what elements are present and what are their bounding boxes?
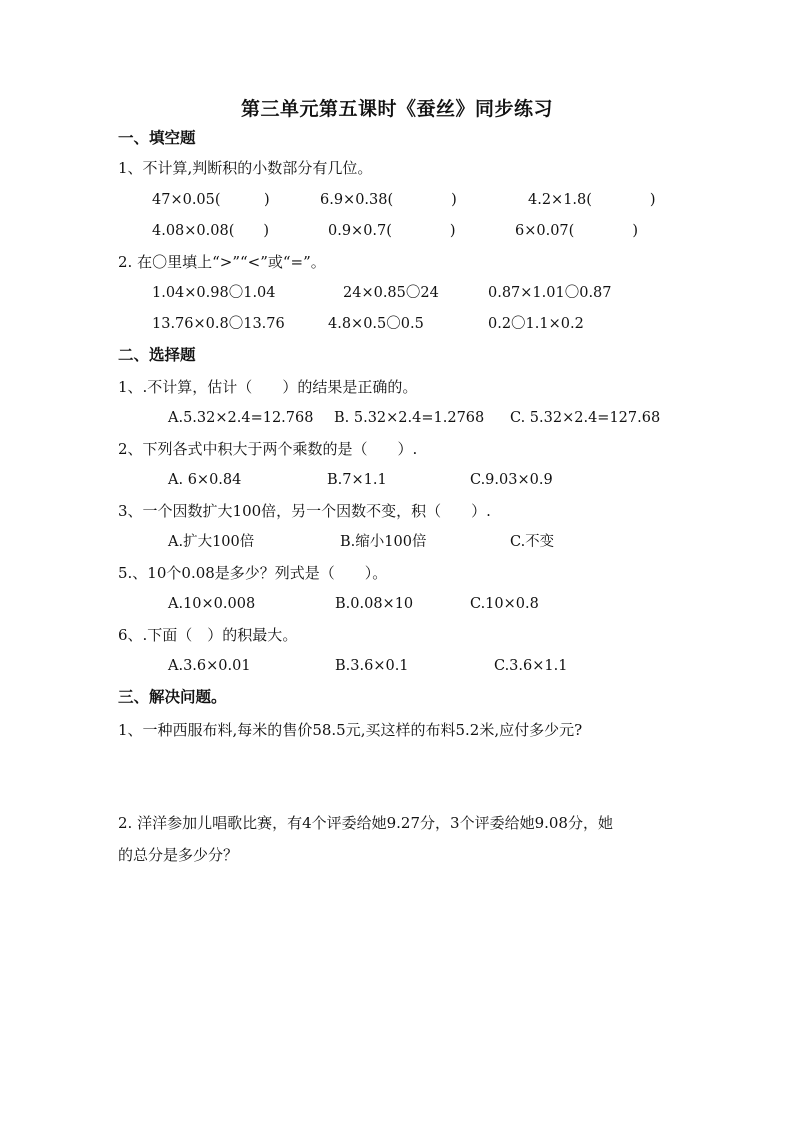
compare-item: 4.8×0.5〇0.5 [328,316,424,332]
choice-option: C.3.6×1.1 [494,658,568,674]
section-heading-problem-solving: 三、解决问题。 [118,687,227,706]
choice-option: C. 5.32×2.4=127.68 [510,410,661,426]
choice-option: A.10×0.008 [168,596,256,612]
question-stem: 2、下列各式中积大于两个乘数的是（ ）. [118,440,418,458]
word-problem-1: 1、一种西服布料,每米的售价58.5元,买这样的布料5.2米,应付多少元? [118,721,583,739]
question-stem: 2. 在〇里填上“>”“<”或“=”。 [118,253,326,271]
choice-option: A.扩大100倍 [168,534,255,550]
question-stem: 6、.下面（ ）的积最大。 [118,626,298,644]
choice-option: B.0.08×10 [335,596,414,612]
choice-option: B.缩小100倍 [340,534,427,550]
choice-option: A. 6×0.84 [168,472,242,488]
fill-item: 0.9×0.7( ) [328,223,456,239]
choice-option: A.5.32×2.4=12.768 [168,410,314,426]
question-stem: 5.、10个0.08是多少？列式是（ ）。 [118,564,388,582]
compare-item: 24×0.85〇24 [343,285,439,301]
choice-option: C.9.03×0.9 [470,472,553,488]
choice-option: B. 5.32×2.4=1.2768 [334,410,485,426]
choice-option: A.3.6×0.01 [168,658,251,674]
section-heading-fill-blank: 一、填空题 [118,128,196,147]
fill-item: 47×0.05( ) [152,192,270,208]
fill-item: 6.9×0.38( ) [320,192,457,208]
fill-item: 4.08×0.08( ) [152,223,270,239]
compare-item: 1.04×0.98〇1.04 [152,285,276,301]
question-stem: 1、不计算,判断积的小数部分有几位。 [118,159,373,177]
page-title: 第三单元第五课时《蚕丝》同步练习 [240,98,553,120]
question-stem: 3、一个因数扩大100倍，另一个因数不变，积（ ）. [118,502,491,520]
choice-option: C.不变 [510,534,555,550]
choice-option: B.3.6×0.1 [335,658,409,674]
word-problem-2-line1: 2. 洋洋参加儿唱歌比赛，有4个评委给她9.27分，3个评委给她9.08分，她 [118,814,613,832]
fill-item: 4.2×1.8( ) [528,192,656,208]
word-problem-2-line2: 的总分是多少分？ [118,846,239,864]
choice-option: B.7×1.1 [327,472,387,488]
fill-item: 6×0.07( ) [515,223,638,239]
compare-item: 0.87×1.01〇0.87 [488,285,612,301]
compare-item: 0.2〇1.1×0.2 [488,316,584,332]
section-heading-multiple-choice: 二、选择题 [118,345,196,364]
compare-item: 13.76×0.8〇13.76 [152,316,285,332]
choice-option: C.10×0.8 [470,596,539,612]
question-stem: 1、.不计算，估计（ ）的结果是正确的。 [118,378,418,396]
